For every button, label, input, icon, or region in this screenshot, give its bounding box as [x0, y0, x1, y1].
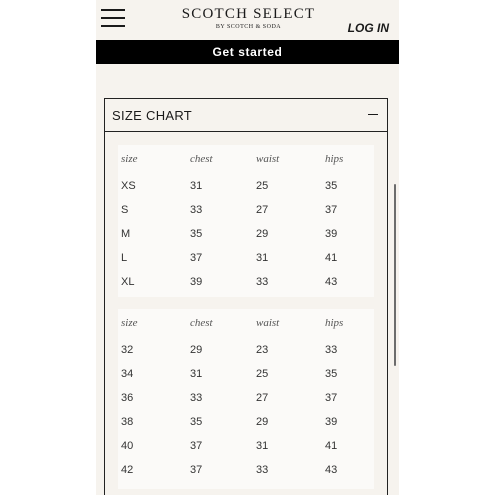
- size-cell: L: [121, 252, 128, 264]
- chest-cell: 29: [190, 344, 203, 356]
- hips-cell: 37: [325, 392, 338, 404]
- hips-cell: 41: [325, 252, 338, 264]
- hips-cell: 35: [325, 368, 338, 380]
- column-header-hips: hips: [325, 153, 344, 165]
- waist-cell: 29: [256, 228, 269, 240]
- size-cell: 34: [121, 368, 134, 380]
- size-cell: M: [121, 228, 131, 240]
- table-row: [118, 276, 374, 294]
- table-row: [118, 392, 374, 410]
- waist-cell: 31: [256, 252, 269, 264]
- chest-cell: 37: [190, 252, 203, 264]
- waist-cell: 27: [256, 204, 269, 216]
- chest-cell: 33: [190, 392, 203, 404]
- chest-cell: 39: [190, 276, 203, 288]
- brand-subtitle: BY SCOTCH & SODA: [215, 24, 282, 30]
- chest-cell: 35: [190, 416, 203, 428]
- column-header-waist: waist: [256, 317, 280, 329]
- column-header-chest: chest: [190, 153, 213, 165]
- hips-cell: 33: [325, 344, 338, 356]
- table-header-row: [118, 317, 374, 335]
- waist-cell: 31: [256, 440, 269, 452]
- table-row: [118, 440, 374, 458]
- size-cell: 38: [121, 416, 134, 428]
- chest-cell: 33: [190, 204, 203, 216]
- table-row: [118, 368, 374, 386]
- waist-cell: 23: [256, 344, 269, 356]
- table-row: [118, 344, 374, 362]
- size-cell: 36: [121, 392, 134, 404]
- waist-cell: 33: [256, 276, 269, 288]
- site-header: [96, 0, 399, 40]
- column-header-chest: chest: [190, 317, 213, 329]
- minus-icon[interactable]: [368, 114, 378, 115]
- table-row: [118, 252, 374, 270]
- table-row: [118, 464, 374, 482]
- column-header-size: size: [121, 153, 138, 165]
- hips-cell: 37: [325, 204, 338, 216]
- table-row: [118, 204, 374, 222]
- size-cell: S: [121, 204, 129, 216]
- size-chart-toggle[interactable]: [105, 99, 387, 132]
- chest-cell: 31: [190, 368, 203, 380]
- size-cell: 32: [121, 344, 134, 356]
- brand-logo[interactable]: [166, 6, 331, 30]
- hips-cell: 41: [325, 440, 338, 452]
- table-row: [118, 180, 374, 198]
- size-chart-title: SIZE CHART: [112, 108, 193, 123]
- size-chart-accordion: [104, 98, 388, 495]
- hips-cell: 39: [325, 416, 338, 428]
- column-header-waist: waist: [256, 153, 280, 165]
- size-table-letters: [118, 145, 374, 297]
- hips-cell: 43: [325, 276, 338, 288]
- chest-cell: 35: [190, 228, 203, 240]
- waist-cell: 29: [256, 416, 269, 428]
- scrollbar[interactable]: [394, 184, 396, 366]
- hamburger-icon[interactable]: [101, 9, 125, 28]
- column-header-hips: hips: [325, 317, 344, 329]
- hips-cell: 35: [325, 180, 338, 192]
- column-header-size: size: [121, 317, 138, 329]
- size-table-numeric: [118, 309, 374, 489]
- table-row: [118, 416, 374, 434]
- waist-cell: 25: [256, 180, 269, 192]
- waist-cell: 25: [256, 368, 269, 380]
- login-link[interactable]: LOG IN: [347, 21, 389, 35]
- size-cell: 42: [121, 464, 134, 476]
- size-cell: 40: [121, 440, 134, 452]
- chest-cell: 37: [190, 464, 203, 476]
- mobile-screen: [96, 0, 399, 495]
- hips-cell: 39: [325, 228, 338, 240]
- get-started-button[interactable]: Get started: [96, 40, 399, 64]
- waist-cell: 27: [256, 392, 269, 404]
- table-row: [118, 228, 374, 246]
- brand-title: SCOTCH SELECT: [181, 6, 316, 22]
- chest-cell: 31: [190, 180, 203, 192]
- table-header-row: [118, 153, 374, 171]
- chest-cell: 37: [190, 440, 203, 452]
- hips-cell: 43: [325, 464, 338, 476]
- size-cell: XS: [121, 180, 136, 192]
- waist-cell: 33: [256, 464, 269, 476]
- size-cell: XL: [121, 276, 135, 288]
